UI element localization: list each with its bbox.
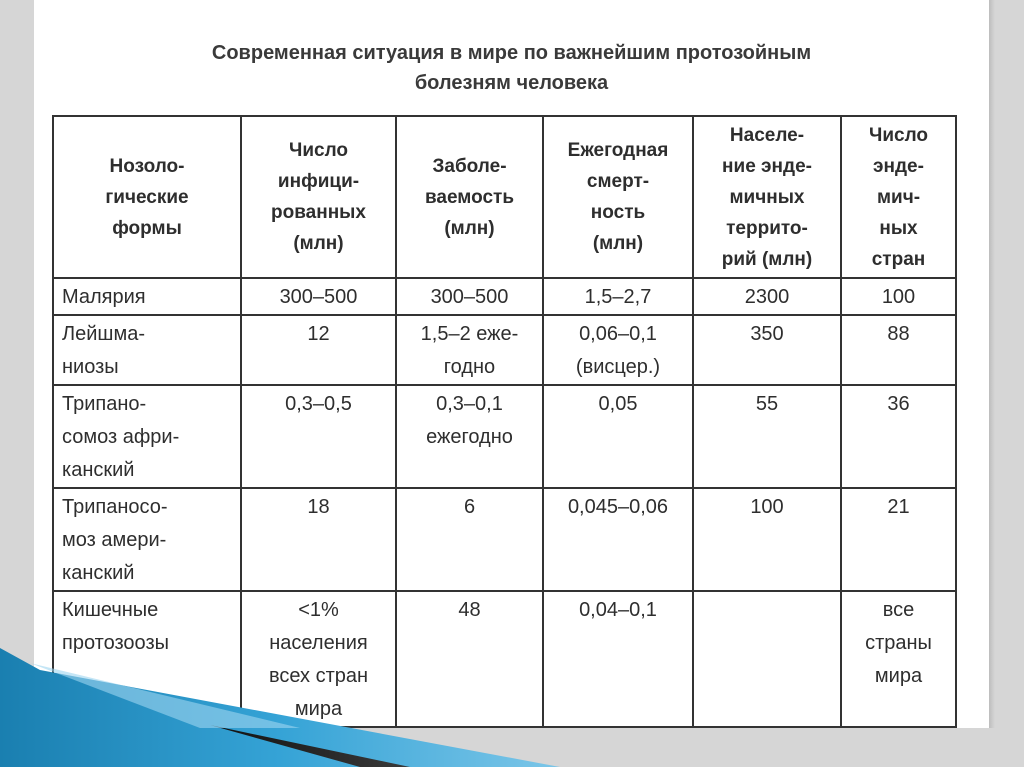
table-cell: Трипаносо- моз амери- канский xyxy=(53,488,241,591)
table-cell: все страны мира xyxy=(841,591,956,727)
table-cell: 6 xyxy=(396,488,543,591)
table-cell: Трипано- сомоз афри- канский xyxy=(53,385,241,488)
table-cell: Малярия xyxy=(53,278,241,315)
header-cell: Число инфици- рованных (млн) xyxy=(241,116,396,278)
table-cell: 0,04–0,1 xyxy=(543,591,693,727)
table-cell: Кишечные протозоозы xyxy=(53,591,241,727)
page-shadow xyxy=(989,0,995,728)
table-cell: 48 xyxy=(396,591,543,727)
table-cell: 1,5–2,7 xyxy=(543,278,693,315)
table-cell: 100 xyxy=(693,488,841,591)
table-cell: 1,5–2 еже- годно xyxy=(396,315,543,385)
table-cell: 12 xyxy=(241,315,396,385)
table-cell: <1% населения всех стран мира xyxy=(241,591,396,727)
table-cell: 18 xyxy=(241,488,396,591)
table-cell: 0,045–0,06 xyxy=(543,488,693,591)
table-cell: 0,3–0,5 xyxy=(241,385,396,488)
table-cell: 300–500 xyxy=(396,278,543,315)
decorative-corner-band xyxy=(0,648,1024,767)
table-cell: Лейшма- ниозы xyxy=(53,315,241,385)
header-cell: Ежегодная смерт- ность (млн) xyxy=(543,116,693,278)
page-title xyxy=(34,38,989,98)
table-row xyxy=(53,278,956,315)
blue-stripe xyxy=(0,648,560,767)
table-cell: 350 xyxy=(693,315,841,385)
header-cell: Населе- ние энде- мичных террито- рий (млн) xyxy=(693,116,841,278)
header-cell: Заболе- ваемость (млн) xyxy=(396,116,543,278)
table-header-row xyxy=(53,116,956,278)
title-line-2: болезням человека xyxy=(414,72,609,94)
header-cell: Число энде- мич- ных стран xyxy=(841,116,956,278)
title-line-1: Современная ситуация в мире по важнейшим протозойным xyxy=(211,42,812,64)
table-cell: 300–500 xyxy=(241,278,396,315)
table-cell: 0,06–0,1 (висцер.) xyxy=(543,315,693,385)
table-cell: 36 xyxy=(841,385,956,488)
table-cell: 0,3–0,1 ежегодно xyxy=(396,385,543,488)
table-cell: 2300 xyxy=(693,278,841,315)
header-cell: Нозоло- гические формы xyxy=(53,116,241,278)
table-cell: 0,05 xyxy=(543,385,693,488)
table-row xyxy=(53,488,956,591)
table-cell: 88 xyxy=(841,315,956,385)
table-cell: 21 xyxy=(841,488,956,591)
table-row xyxy=(53,315,956,385)
table-cell: 100 xyxy=(841,278,956,315)
table-cell: 55 xyxy=(693,385,841,488)
table-row xyxy=(53,385,956,488)
protozoal-diseases-table xyxy=(52,115,957,728)
